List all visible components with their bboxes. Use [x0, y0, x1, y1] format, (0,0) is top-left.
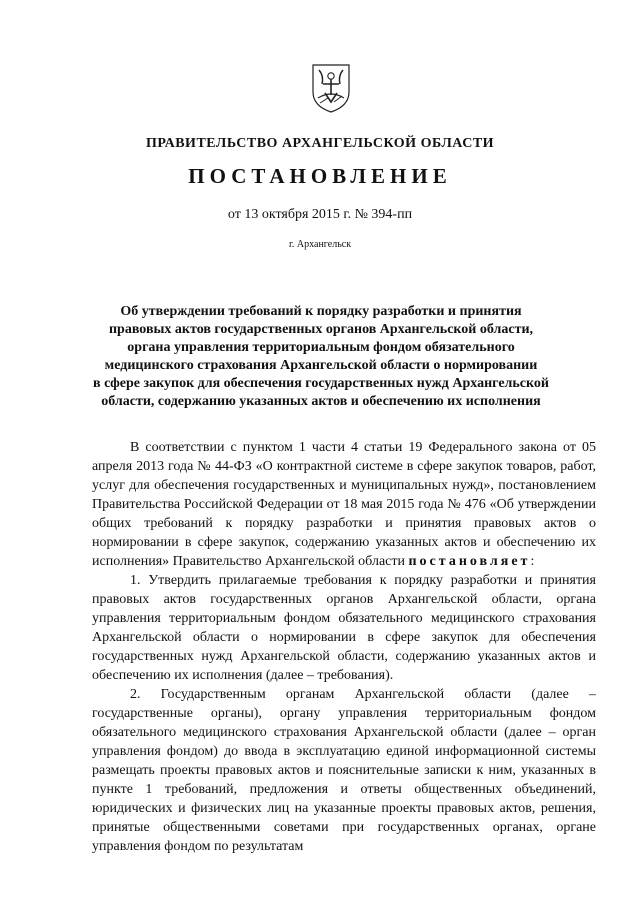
decree-colon: :	[530, 554, 535, 569]
subject-line: Об утверждении требований к порядку разработки и принятия	[120, 304, 522, 319]
government-name: ПРАВИТЕЛЬСТВО АРХАНГЕЛЬСКОЙ ОБЛАСТИ	[145, 136, 495, 151]
document-subject	[78, 303, 564, 411]
subject-line: области, содержанию указанных актов и обеспечению их исполнения	[101, 394, 541, 409]
document-date-number: от 13 октября 2015 г. № 394-пп	[227, 207, 413, 222]
document-title: ПОСТАНОВЛЕНИЕ	[188, 164, 452, 188]
decree-word: постановляет	[408, 554, 531, 569]
subject-line: в сфере закупок для обеспечения государственных нужд Архангельской	[93, 376, 549, 391]
preamble-paragraph	[92, 438, 596, 571]
document-city: г. Архангельск	[288, 239, 352, 250]
document-body	[92, 438, 596, 856]
subject-line: органа управления территориальным фондом обязательного	[127, 340, 515, 355]
item-2-paragraph: 2. Государственным органам Архангельской области (далее – государственные органы), органу управления территориальным фондом обязательного медицинского страхования Архангельской области (далее – орган управления фондом) до ввода в эксплуатацию единой информационной системы размещать проекты правовых актов и пояснительные записки к ним, указанных в пункте 1 требований, предложения и ответы общественных объединений, юридических и физических лиц на указанные проекты правовых актов, решения, принятые общественными советами при государственных органах, органе управления фондом по результатам	[92, 687, 596, 854]
subject-line: медицинского страхования Архангельской области о нормировании	[104, 358, 538, 373]
coat-of-arms-emblem	[310, 62, 352, 114]
preamble-text: В соответствии с пунктом 1 части 4 статьи 19 Федерального закона от 05 апреля 2013 года № 44-ФЗ «О контрактной системе в сфере закупок товаров, работ, услуг для обеспечения государственных и муниципальных нужд», постановлением Правительства Российской Федерации от 18 мая 2015 года № 476 «Об утверждении общих требований к порядку разработки и принятия правовых актов о нормировании в сфере закупок, содержанию указанных актов и обеспечению их исполнения» Правительство Архангельской области	[92, 440, 596, 569]
item-1-paragraph: 1. Утвердить прилагаемые требования к порядку разработки и принятия правовых актов государственных органов Архангельской области, органа управления территориальным фондом обязательного медицинского страхования Архангельской области о нормировании в сфере закупок для обеспечения государственных нужд Архангельской области, содержанию указанных актов и обеспечению их исполнения (далее – требования).	[92, 573, 596, 683]
subject-line: правовых актов государственных органов Архангельской области,	[108, 322, 534, 337]
